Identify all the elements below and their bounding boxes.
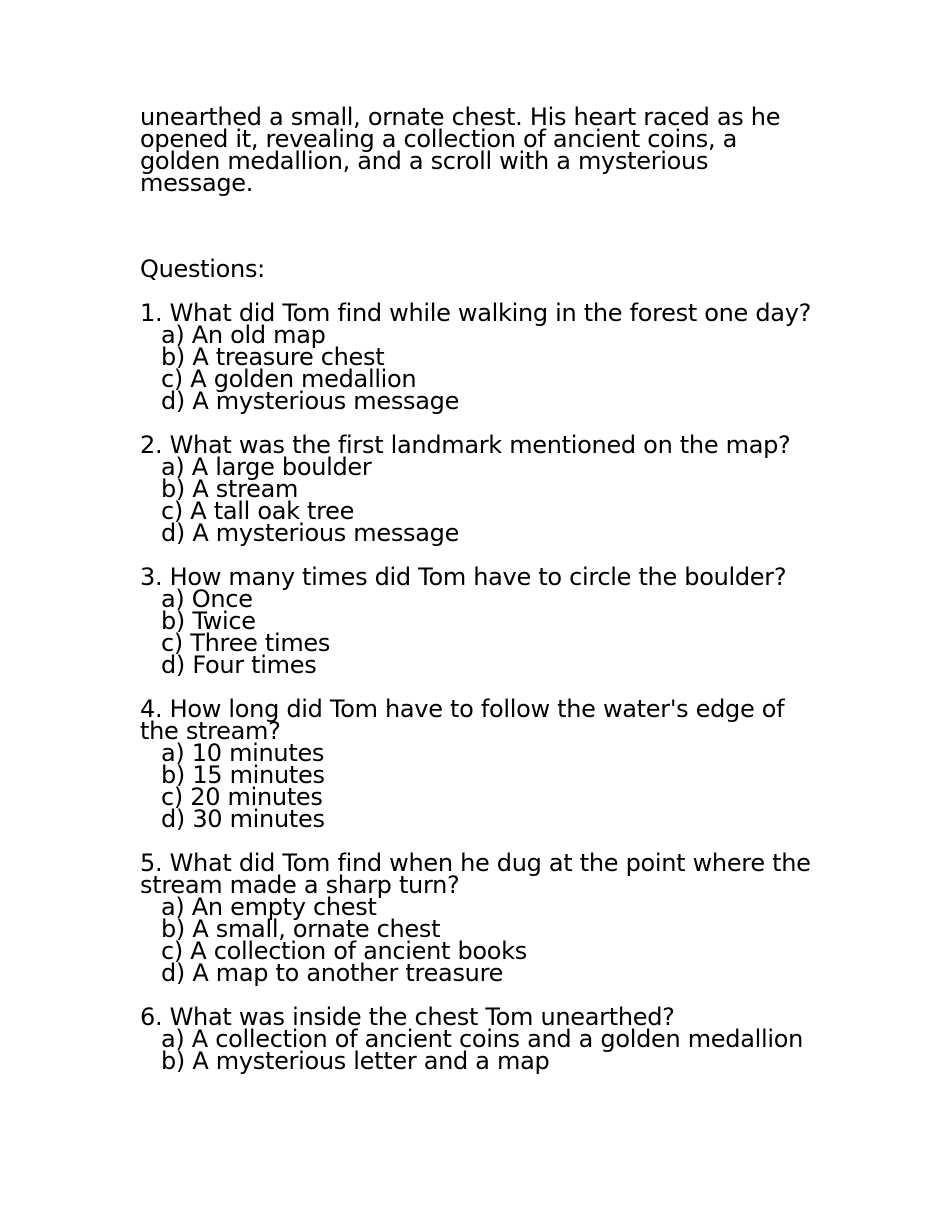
- option-d: d) A mysterious message: [161, 519, 460, 547]
- options-list: [140, 1025, 820, 1075]
- option-d: d) A map to another treasure: [161, 959, 504, 987]
- questions-heading: Questions:: [140, 255, 265, 283]
- option-b: b) A mysterious letter and a map: [161, 1047, 550, 1075]
- passage-text: unearthed a small, ornate chest. His heart raced as he opened it, revealing a collection of ancient coins, a golden medallion, and a scroll with a mysterious message.: [140, 103, 788, 197]
- options-list: [140, 739, 820, 833]
- options-list: [140, 585, 820, 679]
- option-a: a) An old map: [161, 321, 326, 349]
- option-a: a) A large boulder: [161, 453, 372, 481]
- document-page: [140, 103, 820, 1075]
- option-c: c) A collection of ancient books: [161, 937, 527, 965]
- question-text: 5. What did Tom find when he dug at the point where the stream made a sharp turn?: [140, 849, 811, 899]
- option-b: b) A small, ornate chest: [161, 915, 441, 943]
- option-b: b) Twice: [161, 607, 256, 635]
- option-a: a) A collection of ancient coins and a golden medallion: [161, 1025, 804, 1053]
- options-list: [140, 893, 820, 987]
- option-a: a) Once: [161, 585, 253, 613]
- question-4: [140, 695, 820, 833]
- question-2: [140, 431, 820, 547]
- options-list: [140, 321, 820, 415]
- options-list: [140, 453, 820, 547]
- option-a: a) 10 minutes: [161, 739, 325, 767]
- question-text: 1. What did Tom find while walking in the forest one day?: [140, 299, 812, 327]
- option-a: a) An empty chest: [161, 893, 377, 921]
- option-d: d) 30 minutes: [161, 805, 325, 833]
- option-c: c) A tall oak tree: [161, 497, 355, 525]
- question-text: 6. What was inside the chest Tom unearthed?: [140, 1003, 675, 1031]
- question-3: [140, 563, 820, 679]
- option-c: c) 20 minutes: [161, 783, 323, 811]
- option-c: c) A golden medallion: [161, 365, 417, 393]
- question-5: [140, 849, 820, 987]
- question-1: [140, 299, 820, 415]
- question-text: 4. How long did Tom have to follow the water's edge of the stream?: [140, 695, 785, 745]
- question-6: [140, 1003, 820, 1075]
- option-d: d) A mysterious message: [161, 387, 460, 415]
- option-d: d) Four times: [161, 651, 317, 679]
- question-text: 3. How many times did Tom have to circle the boulder?: [140, 563, 787, 591]
- option-b: b) 15 minutes: [161, 761, 325, 789]
- question-text: 2. What was the first landmark mentioned on the map?: [140, 431, 791, 459]
- story-passage: [140, 103, 820, 197]
- option-c: c) Three times: [161, 629, 331, 657]
- option-b: b) A stream: [161, 475, 299, 503]
- option-b: b) A treasure chest: [161, 343, 385, 371]
